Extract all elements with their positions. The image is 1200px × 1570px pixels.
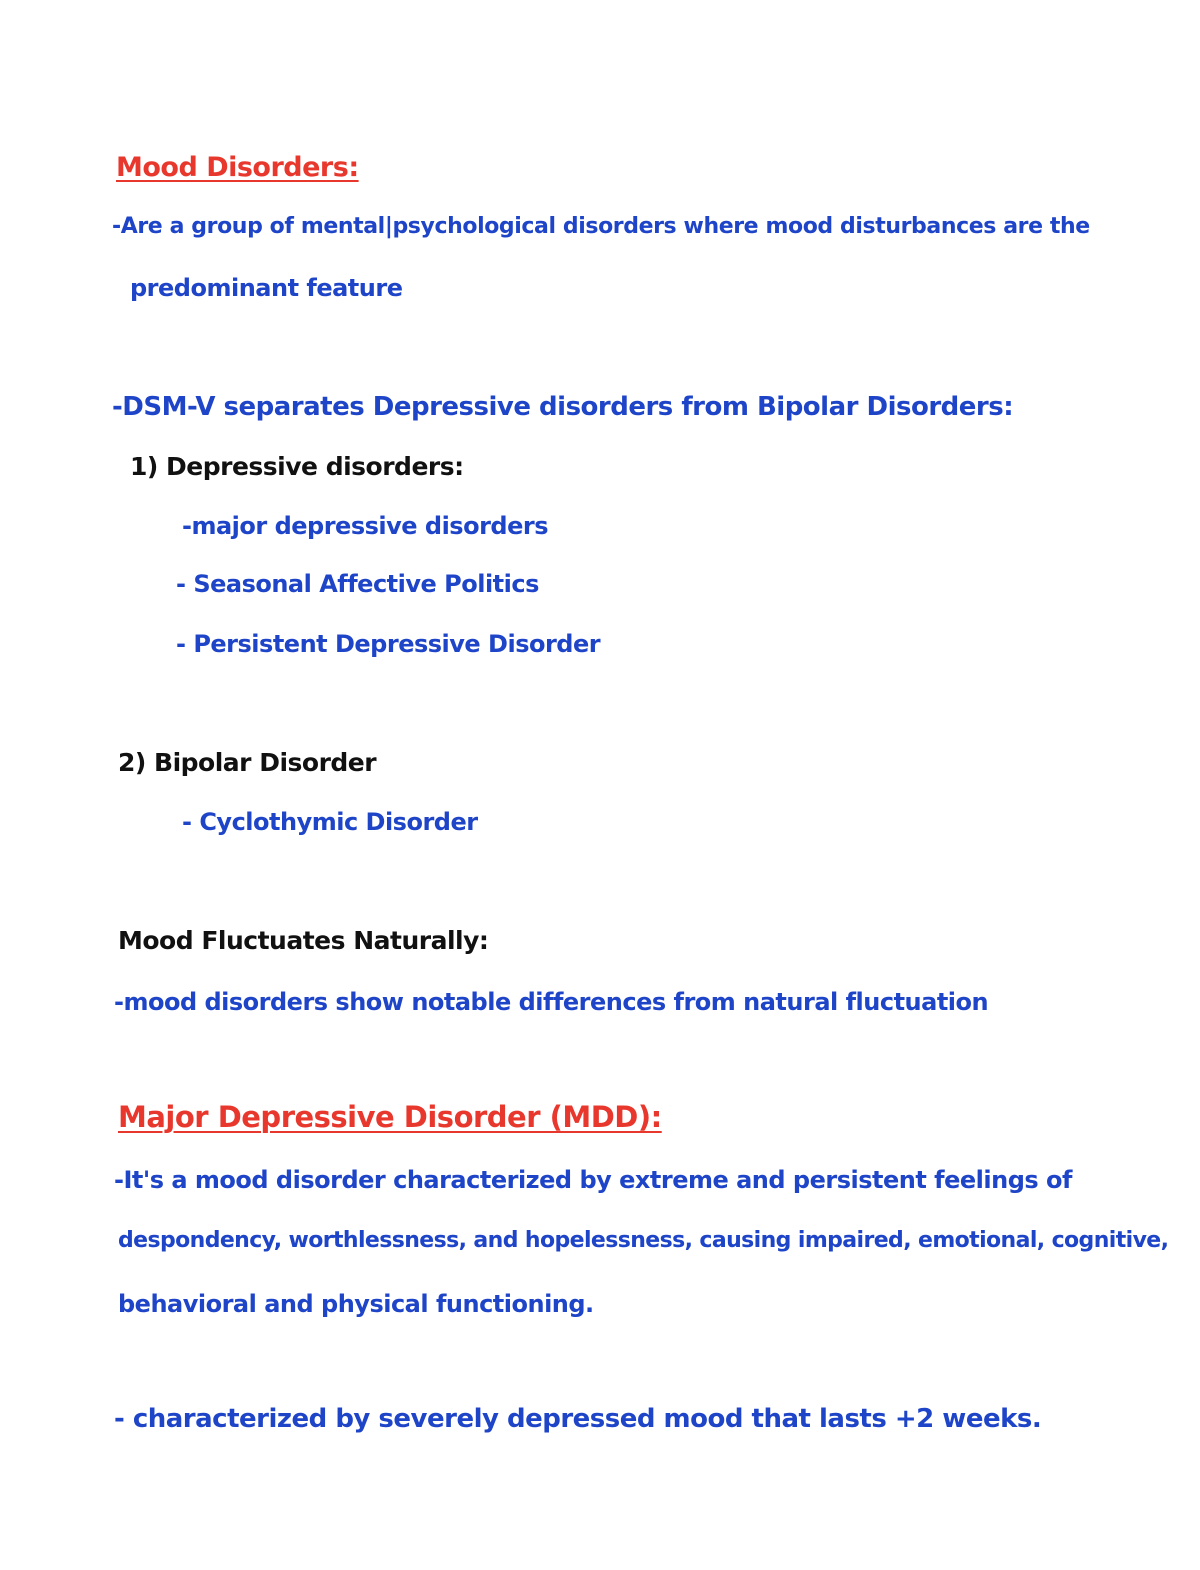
note-line-mdd-duration: - characterized by severely depressed mood that lasts +2 weeks.	[114, 1404, 1042, 1434]
list-item-persistent-depressive: - Persistent Depressive Disorder	[176, 630, 601, 658]
note-line-mdd-definition-end: behavioral and physical functioning.	[118, 1290, 594, 1318]
heading-mood-disorders: Mood Disorders:	[116, 152, 359, 183]
subheading-depressive-disorders: 1) Depressive disorders:	[130, 452, 464, 481]
note-line-mdd-definition-cont: despondency, worthlessness, and hopelessness, causing impaired, emotional, cognitive,	[118, 1228, 1169, 1253]
note-line-dsm: -DSM-V separates Depressive disorders from Bipolar Disorders:	[112, 392, 1014, 422]
list-item-seasonal-affective: - Seasonal Affective Politics	[176, 570, 539, 598]
note-line-mdd-definition: -It's a mood disorder characterized by extreme and persistent feelings of	[114, 1166, 1072, 1194]
list-item-major-depressive: -major depressive disorders	[182, 512, 548, 540]
list-item-cyclothymic: - Cyclothymic Disorder	[182, 808, 478, 836]
note-line-definition-cont: predominant feature	[130, 274, 403, 302]
heading-mdd: Major Depressive Disorder (MDD):	[118, 1100, 662, 1134]
subheading-mood-fluctuates: Mood Fluctuates Naturally:	[118, 926, 489, 955]
subheading-bipolar-disorder: 2) Bipolar Disorder	[118, 748, 377, 777]
note-line-fluctuation: -mood disorders show notable differences from natural fluctuation	[114, 988, 989, 1016]
note-line-definition: -Are a group of mental|psychological disorders where mood disturbances are the	[112, 214, 1090, 239]
